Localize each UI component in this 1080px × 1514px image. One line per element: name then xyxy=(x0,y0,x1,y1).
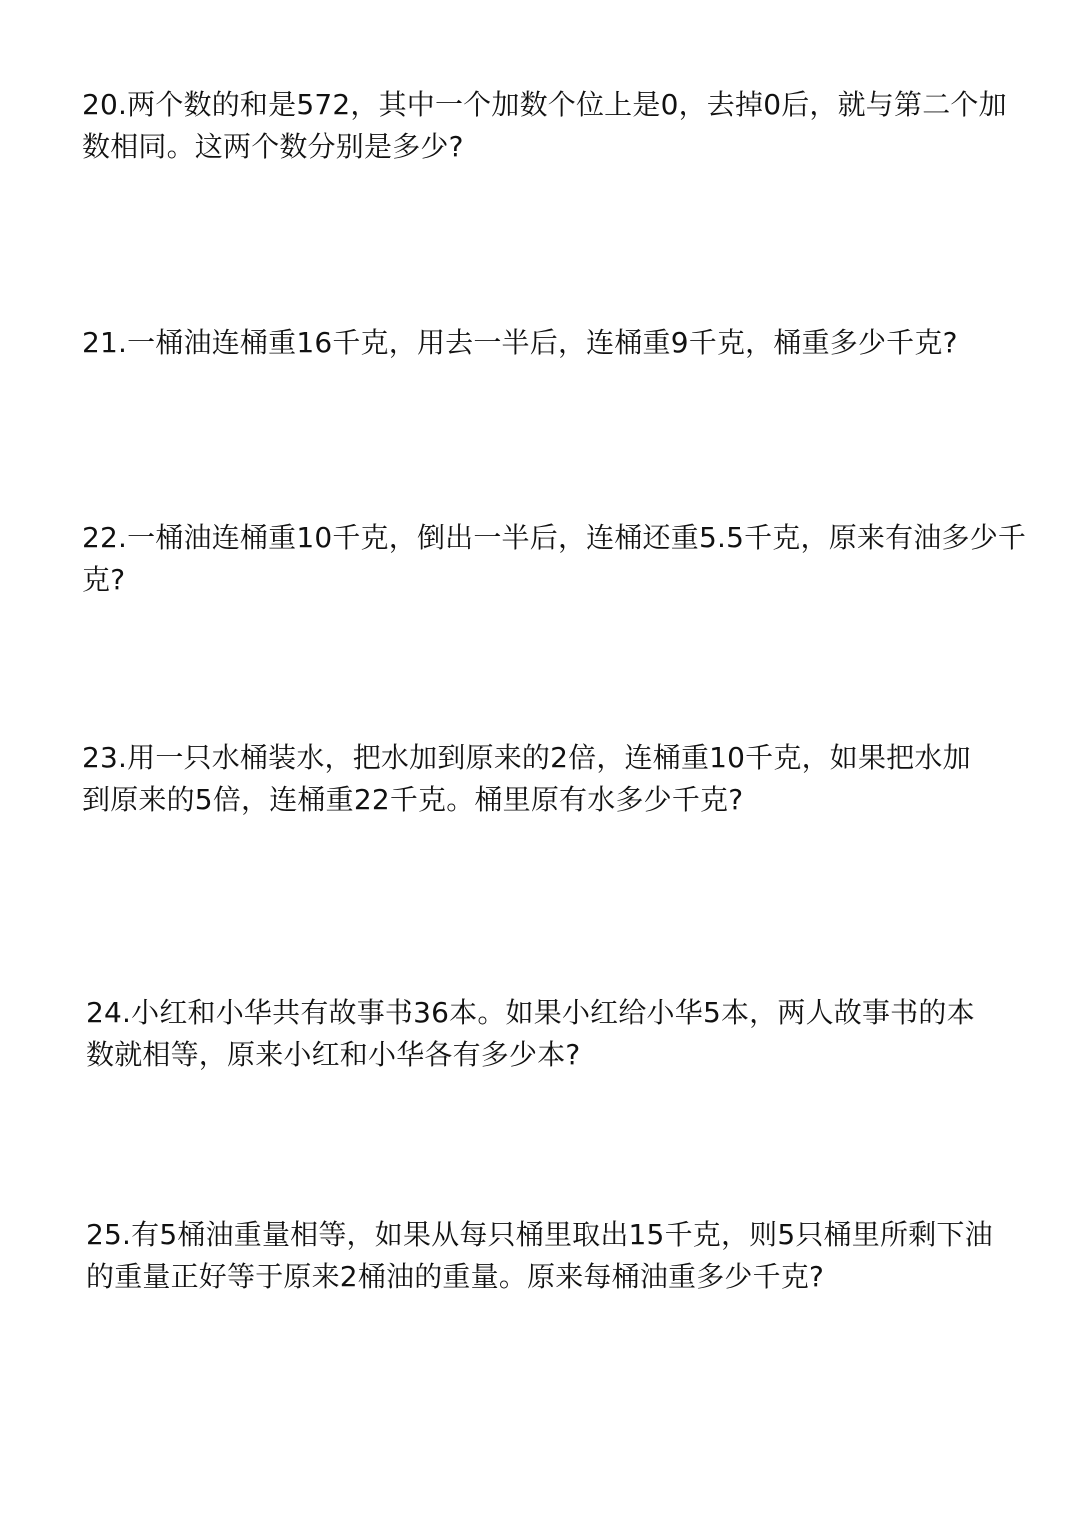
problem-24 xyxy=(86,992,1006,1076)
problem-21 xyxy=(82,322,1002,364)
problem-22-line-1: 22.一桶油连桶重10千克，倒出一半后，连桶还重5.5千克，原来有油多少千 xyxy=(82,521,1027,554)
problem-25-line-2: 的重量正好等于原来2桶油的重量。原来每桶油重多少千克? xyxy=(86,1260,825,1293)
problem-23-line-1: 23.用一只水桶装水，把水加到原来的2倍，连桶重10千克，如果把水加 xyxy=(82,741,971,774)
problem-20-line-2: 数相同。这两个数分别是多少? xyxy=(82,130,464,163)
problem-25-line-1: 25.有5桶油重量相等，如果从每只桶里取出15千克，则5只桶里所剩下油 xyxy=(86,1218,993,1251)
problem-21-line-1: 21.一桶油连桶重16千克，用去一半后，连桶重9千克，桶重多少千克? xyxy=(82,326,958,359)
problem-23-line-2: 到原来的5倍，连桶重22千克。桶里原有水多少千克? xyxy=(82,783,744,816)
problem-20 xyxy=(82,84,1007,168)
problem-24-line-2: 数就相等，原来小红和小华各有多少本? xyxy=(86,1038,581,1071)
problem-22-line-2: 克? xyxy=(82,563,126,596)
problem-23 xyxy=(82,737,1002,821)
problem-25 xyxy=(86,1214,1006,1298)
problem-24-line-1: 24.小红和小华共有故事书36本。如果小红给小华5本，两人故事书的本 xyxy=(86,996,975,1029)
problem-22 xyxy=(82,517,1027,601)
problem-20-line-1: 20.两个数的和是572，其中一个加数个位上是0，去掉0后，就与第二个加 xyxy=(82,88,1007,121)
